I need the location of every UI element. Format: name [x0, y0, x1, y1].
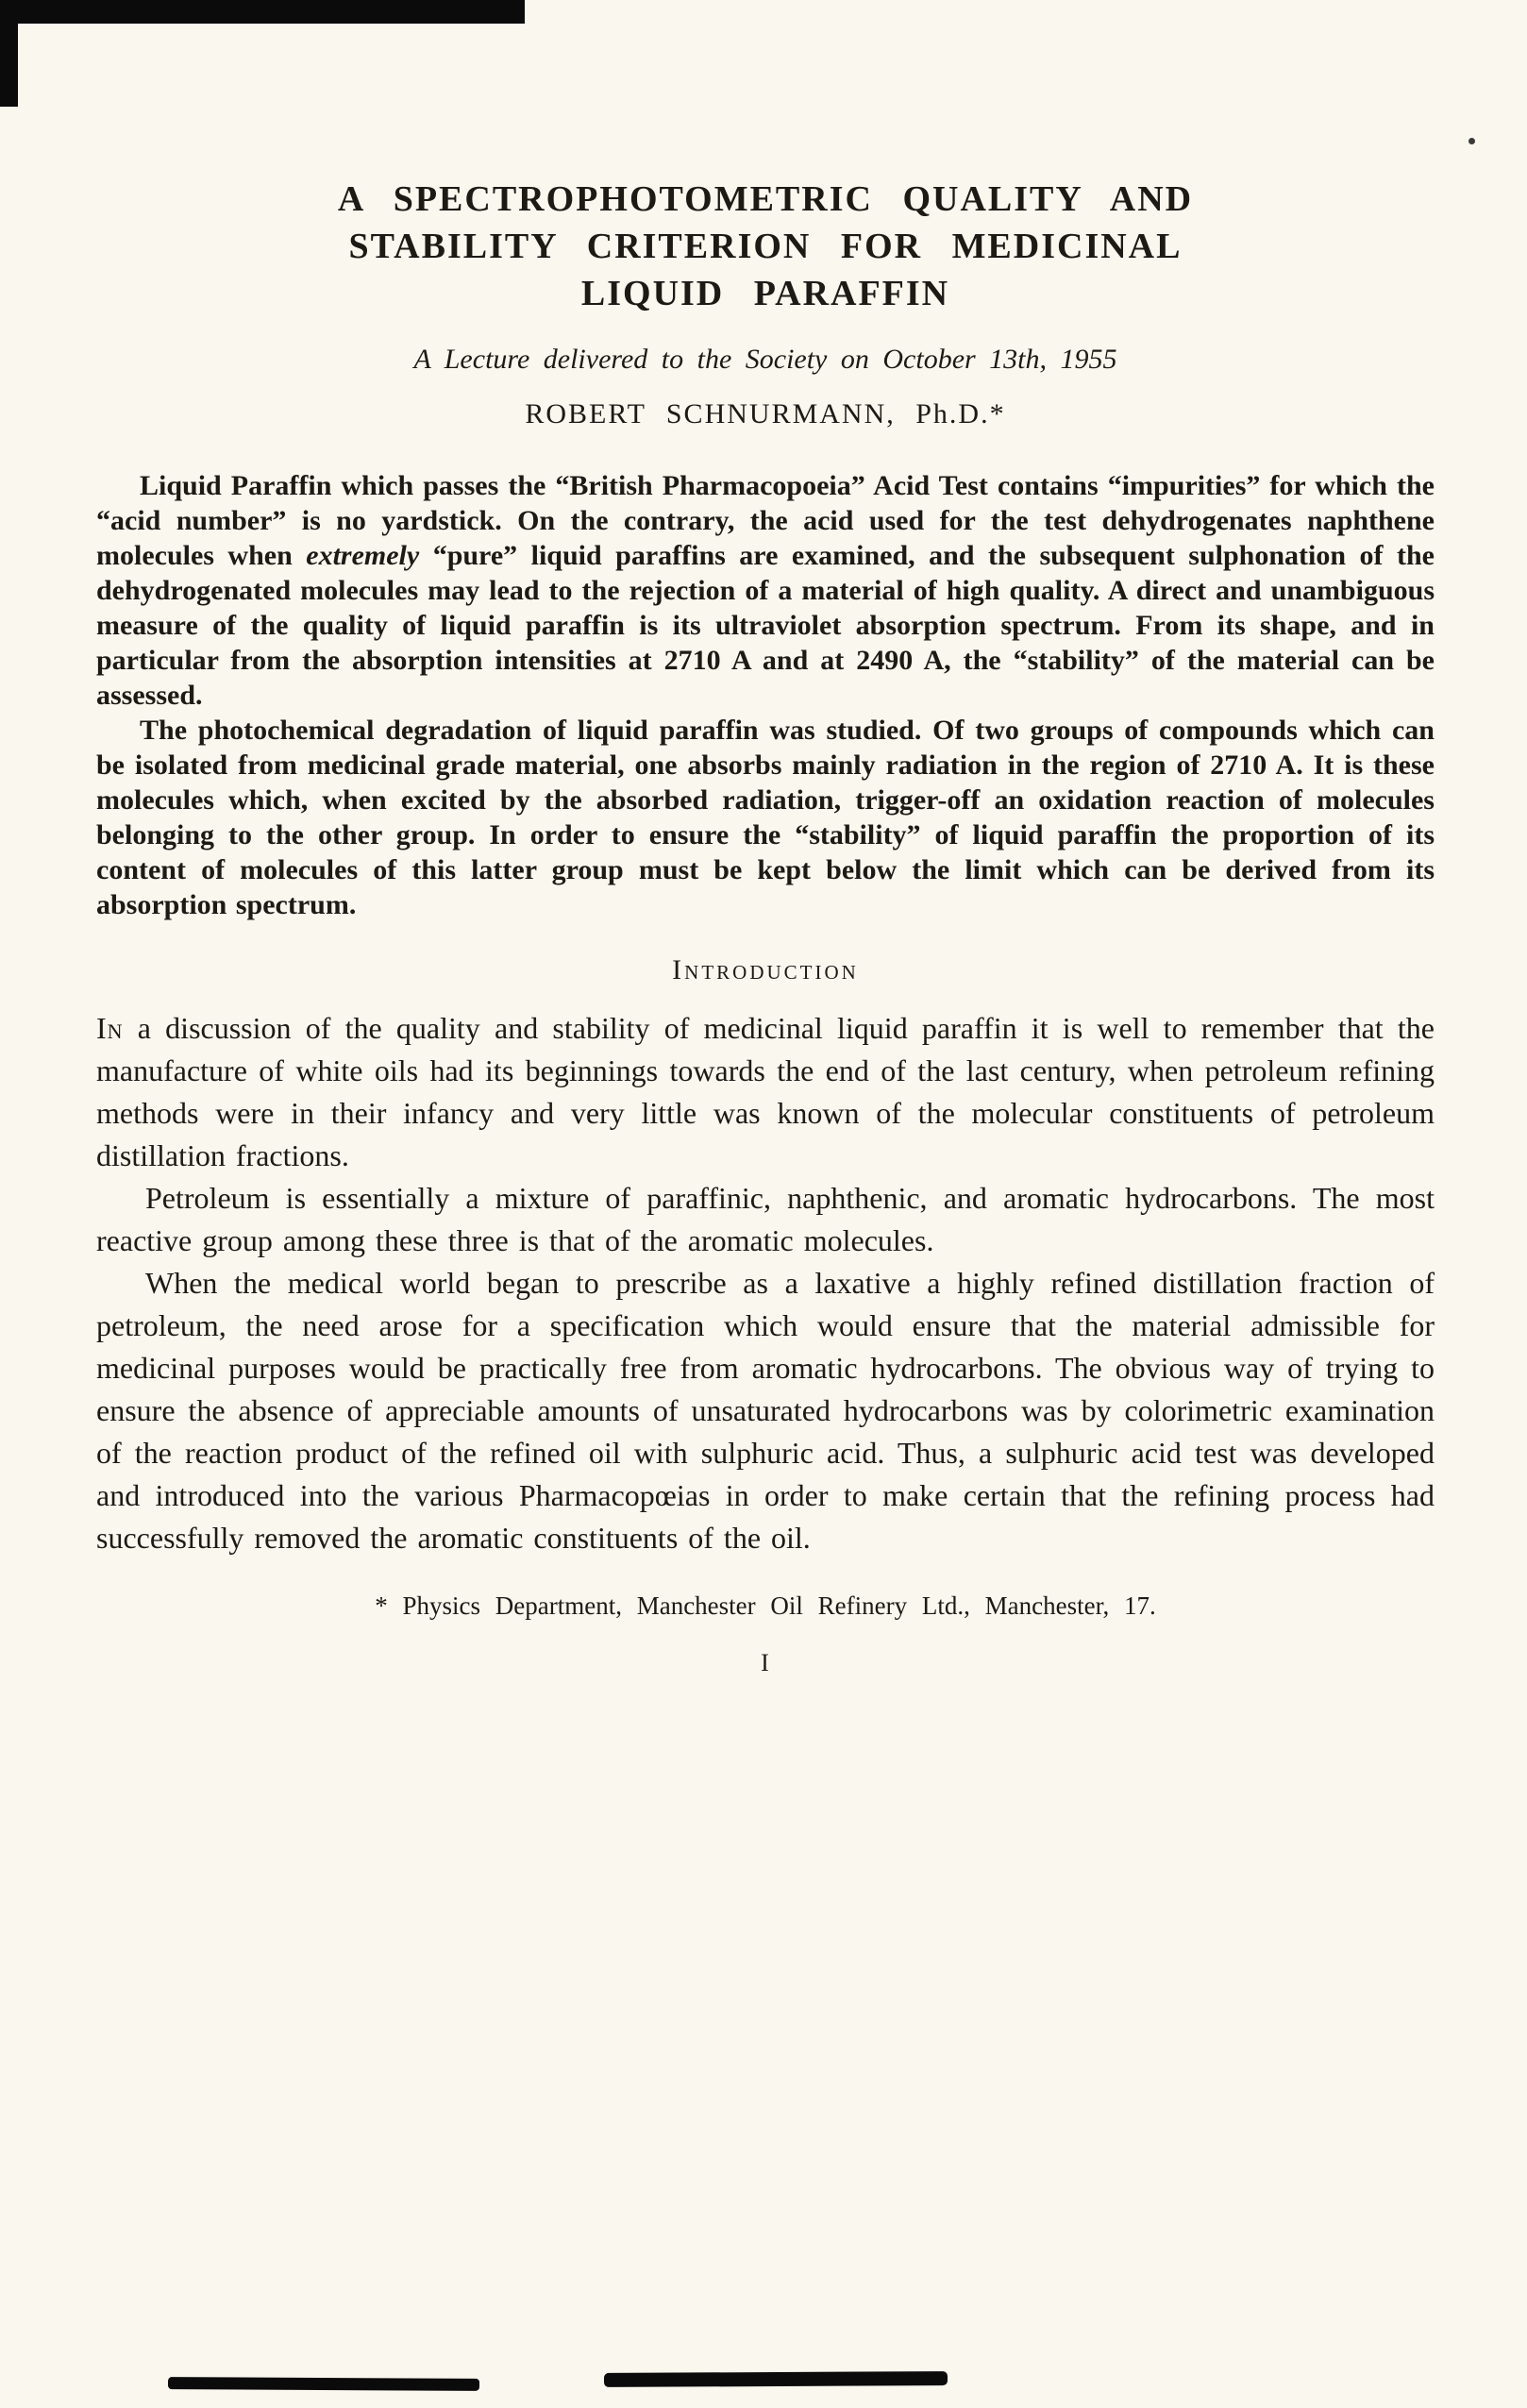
scan-speck — [1468, 138, 1475, 144]
author-line: ROBERT SCHNURMANN, Ph.D.* — [525, 398, 1006, 429]
scan-artifact-bottom-left — [168, 2377, 479, 2391]
article-body — [96, 1007, 1435, 1559]
page-number: I — [761, 1649, 770, 1676]
lecture-subtitle: A Lecture delivered to the Society on October 13th, 1955 — [413, 344, 1117, 375]
text-segment: In — [96, 1011, 124, 1045]
paragraph — [96, 1262, 1435, 1559]
text-segment: extremely — [306, 540, 420, 571]
paragraph — [96, 468, 1435, 713]
text-segment: Liquid Paraffin which passes the “British Pharmacopoeia” Acid Test contains “impurities” for which the “acid number” is no yardstick. On the contrary, the acid used for the test dehydrogenates naphthene molecules when — [96, 470, 1435, 571]
text-segment: a discussion of the quality and stability of medicinal liquid paraffin it is well to remember that the manufacture of white oils had its beginnings towards the end of the last century, when petroleum refining methods were in their infancy and very little was known of the molecular constituents of petroleum distillation fractions. — [96, 1011, 1435, 1172]
text-segment: “pure” liquid paraffins are examined, and the subsequent sulphonation of the dehydrogenated molecules may lead to the rejection of a material of high quality. A direct and unambiguous measure of the quality of liquid paraffin is its ultraviolet absorption spectrum. From its shape, and in particular from the absorption intensities at 2710 A and at 2490 A, the “stability” of the material can be assessed. — [96, 540, 1435, 711]
paragraph — [96, 713, 1435, 922]
scan-artifact-left-edge — [0, 0, 18, 107]
title-line: LIQUID PARAFFIN — [580, 274, 950, 313]
text-segment: Petroleum is essentially a mixture of paraffinic, naphthenic, and aromatic hydrocarbons. The most reactive group among these three is that of the aromatic molecules. — [96, 1181, 1435, 1257]
scan-artifact-top — [0, 0, 525, 24]
footnote: * Physics Department, Manchester Oil Refinery Ltd., Manchester, 17. — [375, 1591, 1156, 1620]
section-heading-introduction: Introduction — [672, 954, 859, 985]
abstract — [96, 468, 1435, 922]
paragraph — [96, 1007, 1435, 1177]
paragraph — [96, 1177, 1435, 1262]
article-title — [96, 176, 1435, 317]
title-line: A SPECTROPHOTOMETRIC QUALITY AND — [337, 179, 1194, 219]
text-segment: When the medical world began to prescribe as a laxative a highly refined distillation fraction of petroleum, the need arose for a specification which would ensure that the material admissible for medicinal purposes would be practically free from aromatic hydrocarbons. The obvious way of trying to ensure the absence of appreciable amounts of unsaturated hydrocarbons was by colorimetric examination of the reaction product of the refined oil with sulphuric acid. Thus, a sulphuric acid test was developed and introduced into the various Pharmacopœias in order to make certain that the refining process had successfully removed the aromatic constituents of the oil. — [96, 1266, 1435, 1555]
scan-artifact-bottom-middle — [604, 2371, 948, 2387]
text-segment: The photochemical degradation of liquid paraffin was studied. Of two groups of compounds which can be isolated from medicinal grade material, one absorbs mainly radiation in the region of 2710 A. It is these molecules which, when excited by the absorbed radiation, trigger-off an oxidation reaction of molecules belonging to the other group. In order to ensure the “stability” of liquid paraffin the proportion of its content of molecules of this latter group must be kept below the limit which can be derived from its absorption spectrum. — [96, 715, 1435, 920]
article — [96, 176, 1435, 1677]
title-line: STABILITY CRITERION FOR MEDICINAL — [348, 227, 1183, 266]
